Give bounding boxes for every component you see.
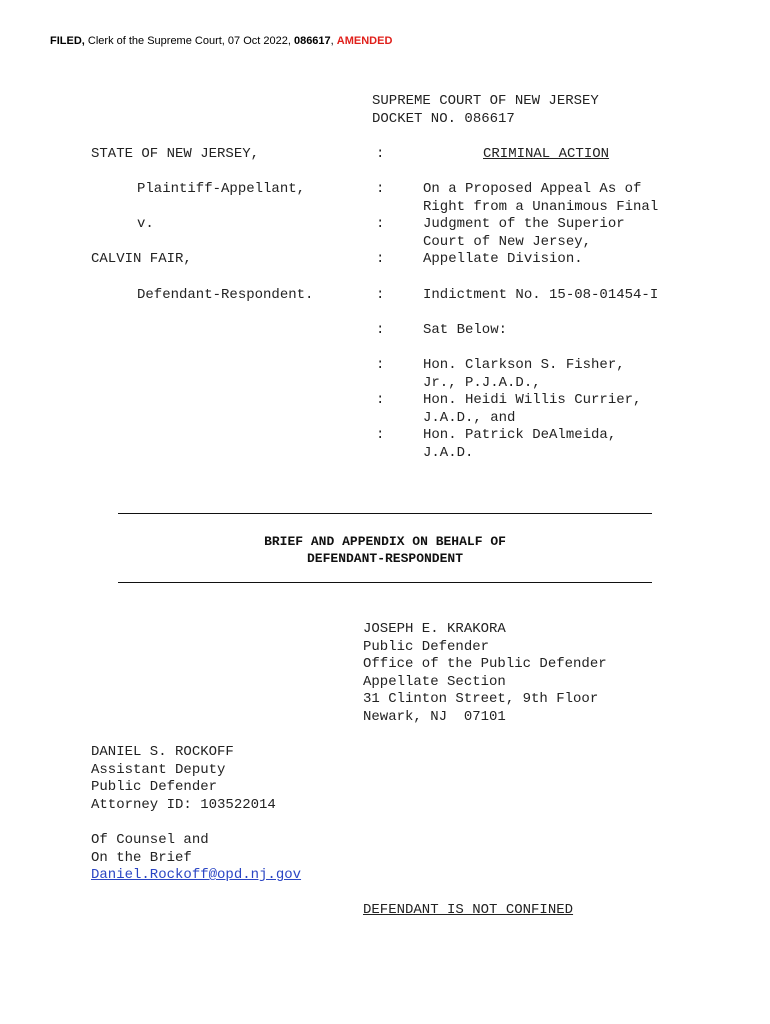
pd-line: JOSEPH E. KRAKORA bbox=[363, 621, 506, 637]
clerk-text: Clerk of the Supreme Court, 07 Oct 2022, bbox=[84, 35, 294, 47]
stamp-docket-number: 086617 bbox=[293, 35, 331, 47]
judge-line: Jr., P.J.A.D., bbox=[423, 374, 541, 391]
on-the-brief: On the Brief bbox=[91, 849, 192, 866]
caption-colon: : bbox=[376, 357, 385, 373]
state-party: STATE OF NEW JERSEY, bbox=[91, 146, 260, 162]
caption-colon: : bbox=[376, 287, 385, 303]
brief-title-line2: DEFENDANT-RESPONDENT bbox=[306, 551, 464, 566]
caption-colon: : bbox=[376, 251, 385, 267]
counsel-line: Public Defender bbox=[91, 779, 218, 795]
sat-below-label: Sat Below: bbox=[423, 322, 508, 338]
caption-colon: : bbox=[376, 216, 385, 232]
caption-colon: : bbox=[376, 392, 385, 408]
appeal-line: On a Proposed Appeal As of bbox=[423, 181, 642, 197]
caption-colon: : bbox=[376, 181, 385, 197]
counsel-line: DANIEL S. ROCKOFF bbox=[91, 744, 234, 760]
amended-label: AMENDED bbox=[336, 35, 393, 47]
caption-colon: : bbox=[376, 427, 385, 443]
caption-colon: : bbox=[376, 322, 385, 338]
pd-line: Office of the Public Defender bbox=[363, 656, 607, 672]
pd-line: Public Defender bbox=[363, 638, 490, 655]
judge-line: Hon. Patrick DeAlmeida, bbox=[423, 427, 617, 443]
judge-line: Hon. Heidi Willis Currier, bbox=[423, 392, 642, 408]
judge-line: J.A.D. bbox=[423, 444, 474, 461]
defendant-role: Defendant-Respondent. bbox=[137, 287, 314, 303]
appeal-line: Judgment of the Superior bbox=[423, 216, 625, 232]
judge-line: Hon. Clarkson S. Fisher, bbox=[423, 357, 625, 373]
appeal-line: Right from a Unanimous Final bbox=[423, 198, 659, 215]
filing-stamp bbox=[50, 35, 392, 47]
judge-line: J.A.D., and bbox=[423, 409, 516, 426]
brief-title-line1: BRIEF AND APPENDIX ON BEHALF OF bbox=[264, 534, 506, 549]
appeal-line: Court of New Jersey, bbox=[423, 233, 592, 250]
defendant-name: CALVIN FAIR, bbox=[91, 251, 192, 267]
title-rule-top bbox=[118, 513, 652, 514]
plaintiff-role: Plaintiff-Appellant, bbox=[137, 181, 306, 197]
indictment-number: Indictment No. 15-08-01454-I bbox=[423, 287, 659, 303]
court-name: SUPREME COURT OF NEW JERSEY bbox=[372, 93, 599, 109]
filed-label: FILED, bbox=[50, 35, 85, 47]
title-rule-bottom bbox=[118, 582, 652, 583]
of-counsel: Of Counsel and bbox=[91, 832, 209, 848]
confinement-status: DEFENDANT IS NOT CONFINED bbox=[363, 902, 574, 918]
pd-line: Appellate Section bbox=[363, 673, 506, 690]
counsel-line: Assistant Deputy bbox=[91, 761, 226, 778]
appeal-line: Appellate Division. bbox=[423, 251, 583, 267]
caption-colon: : bbox=[376, 146, 385, 162]
stamp-separator: , bbox=[330, 35, 337, 47]
pd-line: 31 Clinton Street, 9th Floor bbox=[363, 691, 599, 707]
versus: v. bbox=[137, 216, 154, 232]
attorney-id: Attorney ID: 103522014 bbox=[91, 796, 276, 813]
pd-line: Newark, NJ 07101 bbox=[363, 708, 506, 725]
criminal-action-heading: CRIMINAL ACTION bbox=[483, 146, 610, 162]
docket-number: DOCKET NO. 086617 bbox=[372, 110, 515, 127]
counsel-email-link[interactable]: Daniel.Rockoff@opd.nj.gov bbox=[91, 867, 302, 883]
